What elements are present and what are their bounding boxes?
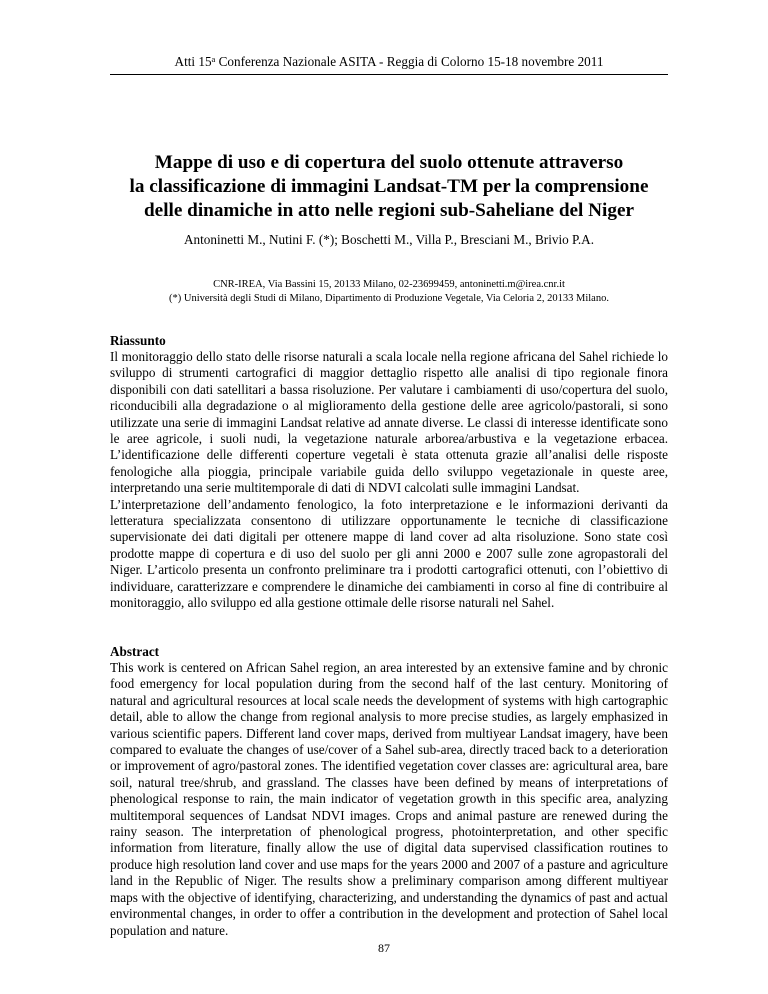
header-rule (110, 74, 668, 75)
page-number: 87 (378, 941, 390, 955)
riassunto-body (110, 349, 668, 612)
header-suffix: Conferenza Nazionale ASITA - Reggia di Colorno 15-18 novembre 2011 (215, 54, 604, 69)
title-line: la classificazione di immagini Landsat-TM per la comprensione (129, 176, 649, 197)
authors: Antoninetti M., Nutini F. (*); Boschetti M., Villa P., Bresciani M., Brivio P.A. (183, 232, 595, 247)
riassunto-paragraph: L’interpretazione dell’andamento fenologico, la foto interpretazione e le informazioni derivanti da letteratura specializzata consentono di utilizzare opportunamente le tecniche di classificazione supervisionate dei dati digitali per ottenere mappe di land cover ad alta risoluzione. Sono state così prodotte mappe di copertura e di uso del suolo per gli anni 2000 e 2007 sulle zone agropastorali del Niger. L’articolo presenta un confronto preliminare tra i prodotti cartografici ottenuti, con l’obiettivo di individuare, caratterizzare e comprendere le dinamiche dei cambiamenti in corso al fine di contribuire al monitoraggio, allo sviluppo ed alla gestione ottimale delle risorse naturali nel Sahel. (110, 496, 668, 611)
affiliation-line: (*) Università degli Studi di Milano, Dipartimento di Produzione Vegetale, Via Celoria 2, 20133 Milano. (169, 293, 609, 304)
header-prefix: Atti 15 (174, 54, 212, 69)
riassunto-paragraph: Il monitoraggio dello stato delle risorse naturali a scala locale nella regione africana del Sahel richiede lo sviluppo di strumenti cartografici di maggior dettaglio rispetto alle analisi di tipo regionale finora disponibili con dati satellitari a bassa risoluzione. Per valutare i cambiamenti di uso/copertura del suolo, riconducibili alla degradazione o al miglioramento della gestione delle aree agricolo/pastorali, si sono utilizzate una serie di immagini Landsat relative ad annate diverse. Le classi di interesse identificate sono le aree agricole, i suoli nudi, la vegetazione naturale arborea/arbustiva e la vegetazione erbacea. L’identificazione delle differenti coperture vegetali è stata ottenuta grazie all’analisi delle risposte fenologiche alla pioggia, principale variabile guida dello sviluppo vegetazionale in queste aree, interpretando una serie multitemporale di dati di NDVI calcolati sulle immagini Landsat. (110, 349, 668, 496)
running-header (110, 54, 668, 70)
title-line: delle dinamiche in atto nelle regioni sub-Saheliane del Niger (144, 200, 634, 221)
paper-title (100, 151, 678, 223)
title-line: Mappe di uso e di copertura del suolo ottenute attraverso (154, 152, 624, 173)
abstract-paragraph: This work is centered on African Sahel region, an area interested by an extensive famine and by chronic food emergency for local population during from the second half of the last century. Monitoring of natural and agricultural resources at local scale needs the development of systems with high cartographic detail, able to allow the change from regional analysis to more precise studies, as largely emphasized in various scientific papers. Different land cover maps, derived from multiyear Landsat imagery, have been compared to evaluate the changes of use/cover of a Sahel sub-area, directly traced back to a deterioration or improvement of agro/pastoral zones. The identified vegetation cover classes are: agricultural area, bare soil, natural tree/shrub, and grassland. The classes have been defined by means of interpretations of phenological response to rain, the main indicator of vegetation growth in this specific area, analyzing multitemporal sequences of Landsat NDVI images. Crops and animal pasture are renewed during the rainy season. The interpretation of phenological progress, photointerpretation, and other specific information from literature, finally allow the use of digital data supervised classification routines to produce high resolution land cover and use maps for the years 2000 and 2007 of a pasture and agriculture land in the Republic of Niger. The results show a preliminary comparison among different multiyear maps with the objective of identifying, characterizing, and understanding the dynamics of past and actual environmental changes, in order to offer a contribution in the development and protection of Sahel local population and nature. (110, 660, 668, 938)
abstract-heading: Abstract (110, 644, 160, 659)
header-superscript: a (211, 54, 216, 64)
affiliation-line: CNR-IREA, Via Bassini 15, 20133 Milano, 02-23699459, antoninetti.m@irea.cnr.it (213, 279, 565, 290)
riassunto-heading: Riassunto (110, 333, 166, 348)
affiliations (100, 278, 678, 306)
abstract-body (110, 660, 668, 939)
